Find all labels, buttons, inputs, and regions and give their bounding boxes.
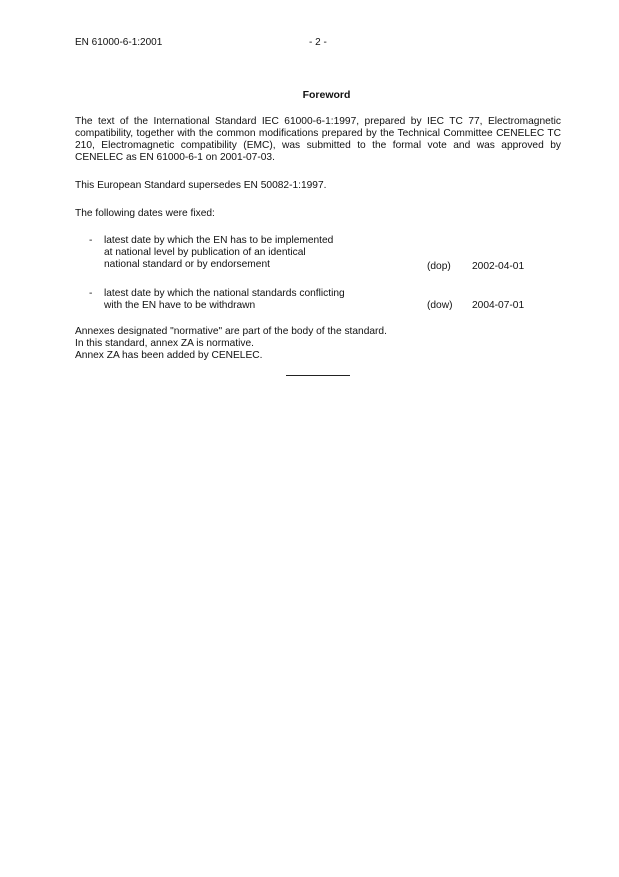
foreword-intro-paragraph: The text of the International Standard IEC 61000-6-1:1997, prepared by IEC TC 77, Electromagnetic compatibility, together with the common modifications prepared by the Technical Committee CENELEC TC 210, Electromagnetic compatibility (EMC), was submitted to the formal vote and was approved by CENELEC as EN 61000-6-1 on 2001-07-03.	[75, 116, 561, 163]
dates-intro-paragraph: The following dates were fixed:	[75, 208, 215, 219]
list-dash: -	[89, 235, 93, 246]
description-line: latest date by which the EN has to be implemented	[104, 235, 334, 246]
date-code: (dop)	[427, 261, 451, 272]
description-line: with the EN have to be withdrawn	[104, 300, 256, 311]
annex-notes	[75, 326, 561, 362]
date-item-description	[104, 288, 404, 312]
description-line: latest date by which the national standards conflicting	[104, 288, 345, 299]
description-line: at national level by publication of an identical	[104, 247, 306, 258]
date-code: (dow)	[427, 300, 453, 311]
date-item-dop	[75, 235, 561, 275]
date-item-description	[104, 235, 404, 271]
date-value: 2004-07-01	[472, 300, 525, 311]
description-line: national standard or by endorsement	[104, 259, 270, 270]
list-dash: -	[89, 288, 93, 299]
annex-note-line: Annexes designated "normative" are part of the body of the standard.	[75, 326, 387, 337]
header-page-number: - 2 -	[309, 37, 327, 48]
header-document-id: EN 61000-6-1:2001	[75, 37, 163, 48]
section-title: Foreword	[302, 89, 351, 101]
end-rule-divider	[286, 375, 350, 376]
annex-note-line: Annex ZA has been added by CENELEC.	[75, 350, 263, 361]
annex-note-line: In this standard, annex ZA is normative.	[75, 338, 254, 349]
supersedes-paragraph: This European Standard supersedes EN 50082-1:1997.	[75, 180, 327, 191]
date-value: 2002-04-01	[472, 261, 525, 272]
date-item-dow	[75, 288, 561, 314]
